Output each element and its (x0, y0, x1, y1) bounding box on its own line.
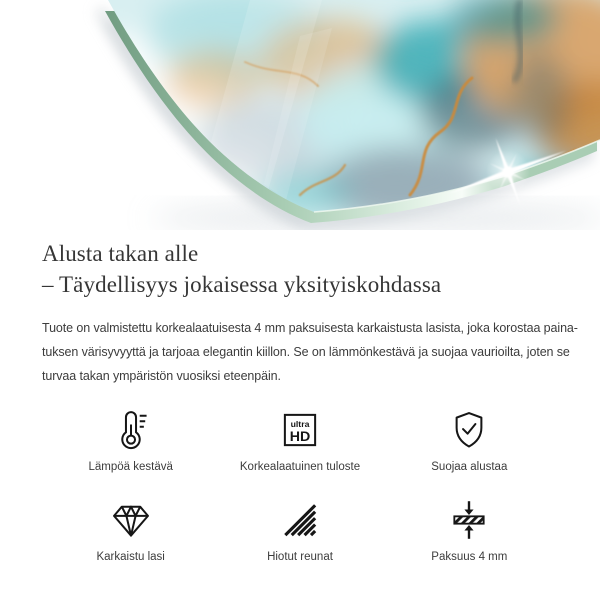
ultra-hd-icon-text-bottom: HD (289, 429, 311, 445)
thermometer-icon (109, 407, 153, 453)
feature-label: Suojaa alustaa (431, 461, 508, 473)
shield-check-icon (447, 407, 491, 453)
feature-item-heat-resistant (46, 407, 215, 474)
thickness-press-icon (447, 497, 491, 543)
feature-item-thickness (385, 497, 554, 564)
description-line-1: Tuote on valmistettu korkealaatuisesta 4 mm paksuisesta karkaistusta lasista, joka korostaa paina- (42, 321, 578, 335)
title-line-2: – Täydellisyys jokaisessa yksityiskohdassa (42, 272, 442, 297)
marble-artwork (0, 0, 600, 230)
feature-label: Hiotut reunat (267, 551, 333, 563)
description-line-2: tuksen värisyvyyttä ja tarjoaa elegantin kiillon. Se on lämmönkestävä ja suojaa vaurioilta, joten se (42, 345, 570, 359)
feature-label: Karkaistu lasi (96, 551, 165, 563)
page-title (42, 238, 558, 300)
description-line-3: turvaa takan ympäristön vuosiksi eteenpäin. (42, 369, 281, 383)
diamond-icon (109, 497, 153, 543)
product-description-section (0, 238, 600, 564)
description-paragraph (42, 316, 578, 388)
title-line-1: Alusta takan alle (42, 241, 199, 266)
ultra-hd-icon-text-top: ultra (290, 418, 310, 429)
feature-item-tempered-glass (46, 497, 215, 564)
feature-item-high-quality-print (215, 407, 384, 474)
feature-item-protects-base (385, 407, 554, 474)
feature-grid (42, 407, 558, 564)
feature-label: Paksuus 4 mm (431, 551, 508, 563)
striped-triangle-icon (278, 497, 322, 543)
feature-label: Lämpöä kestävä (88, 461, 173, 473)
hero-product-image (0, 0, 600, 230)
feature-item-polished-edges (215, 497, 384, 564)
ultra-hd-icon (278, 407, 322, 453)
feature-label: Korkealaatuinen tuloste (239, 461, 361, 473)
